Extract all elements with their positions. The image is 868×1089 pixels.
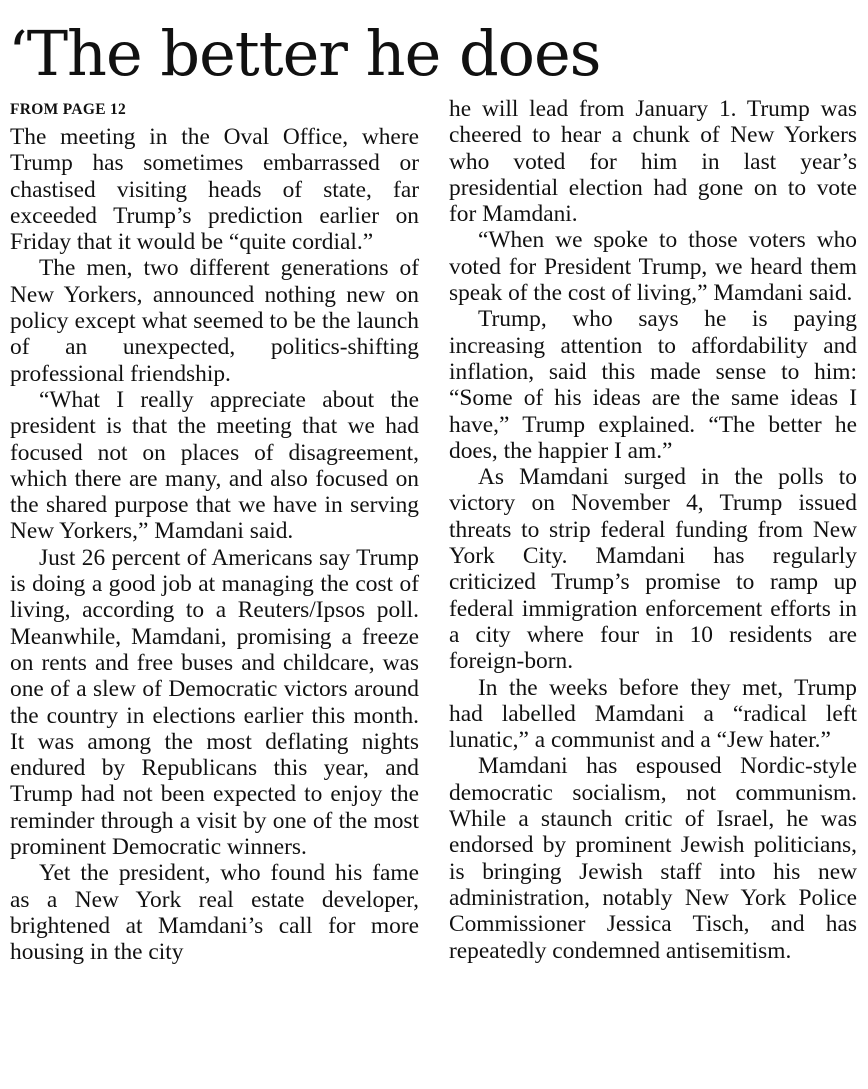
paragraph: Mamdani has espoused Nordic-style democratic socialism, not communism. While a staunch critic of Israel, he was endorsed by prominent Jewish politicians, is bringing Jewish staff into his new administration, notably New York Police Commissioner Jessica Tisch, and has repeatedly condemned antisemitism. [449,753,857,964]
paragraph-continued: he will lead from January 1. Trump was cheered to hear a chunk of New Yorkers who voted for him in last year’s presidential election had gone on to vote for Mamdani. [449,96,857,228]
paragraph: Trump, who says he is paying increasing attention to affordability and inflation, said this made sense to him: “Some of his ideas are the same ideas I have,” Trump explained. “The better he does, the happier I am.” [449,306,857,464]
paragraph: As Mamdani surged in the polls to victory on November 4, Trump issued threats to strip federal funding from New York City. Mamdani has regularly criticized Trump’s promise to ramp up federal immigration enforcement efforts in a city where four in 10 residents are foreign-born. [449,464,857,675]
paragraph: The meeting in the Oval Office, where Trump has sometimes embarrassed or chastised visiting heads of state, far exceeded Trump’s prediction earlier on Friday that it would be “quite cordial.” [10,124,419,256]
paragraph: “When we spoke to those voters who voted for President Trump, we heard them speak of the cost of living,” Mamdani said. [449,227,857,307]
kicker-from-page: FROM PAGE 12 [10,101,127,118]
paragraph: The men, two different generations of New Yorkers, announced nothing new on policy except what seemed to be the launch of an unexpected, politics-shifting professional friendship. [10,255,419,387]
paragraph: In the weeks before they met, Trump had labelled Mamdani a “radical left lunatic,” a communist and a “Jew hater.” [449,674,857,754]
paragraph: Just 26 percent of Americans say Trump is doing a good job at managing the cost of living, according to a Reuters/Ipsos poll. Meanwhile, Mamdani, promising a freeze on rents and free buses and childcare, was one of a slew of Democratic victors around the country in elections earlier this month. It was among the most deflating nights endured by Republicans this year, and Trump had not been expected to enjoy the reminder through a visit by one of the most prominent Democratic winners. [10,544,419,861]
headline: ‘The better he does [8,17,601,90]
left-column [10,96,419,966]
paragraph: Yet the president, who found his fame as a New York real estate developer, brightened at Mamdani’s call for more housing in the city [10,860,419,966]
right-column [449,96,857,964]
paragraph: “What I really appreciate about the president is that the meeting that we had focused not on places of disagreement, which there are many, and also focused on the shared purpose that we have in serving New Yorkers,” Mamdani said. [10,386,419,545]
